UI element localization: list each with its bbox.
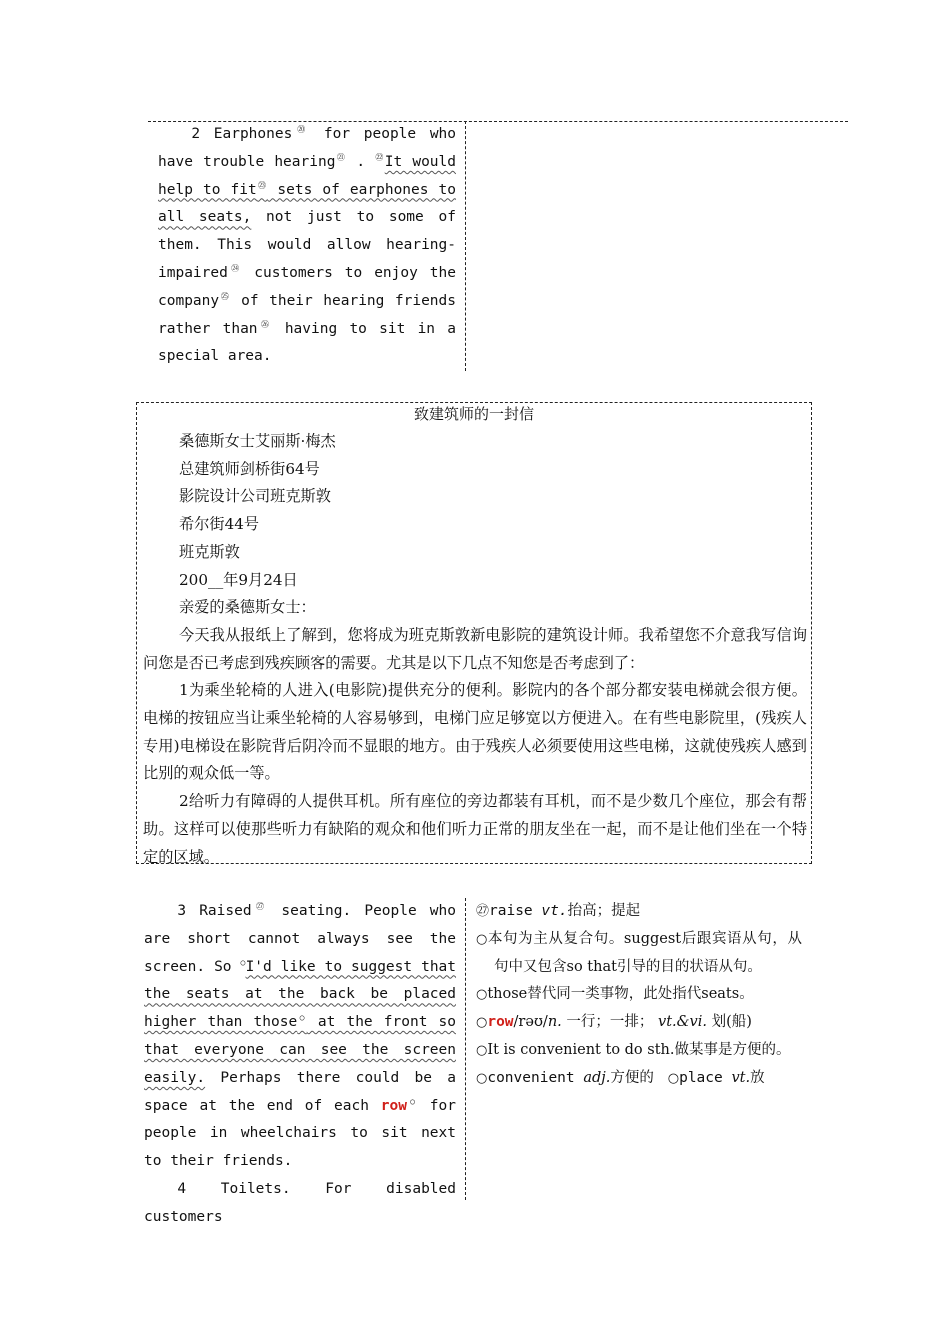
note-marker: ○ xyxy=(406,1096,418,1106)
key-sentence: It would help to fit$^㉓$ sets of earphones to all seats, xyxy=(158,153,457,226)
letter-paragraph: 1为乘坐轮椅的人进入(电影院)提供充分的便利。影院内的各个部分都安装电梯就会很方便。电梯的按钮应当让乘坐轮椅的人容易够到，电梯门应足够宽以方便进入。在有些电影院里，(残疾人专用)电梯设在影院背后阴冷而不显眼的地方。由于残疾人必须要使用这些电梯，这就使残疾人感到比别的观众低一等。 xyxy=(143,681,807,783)
note-item: ㉗raise vt.抬高；提起 xyxy=(476,903,641,919)
note-marker: ㉕ xyxy=(219,291,231,301)
note-marker: ㉑ xyxy=(335,152,347,162)
note-marker: ○ xyxy=(476,987,488,1003)
note-marker: ○ xyxy=(476,1070,488,1086)
letter-title: 致建筑师的一封信 xyxy=(413,405,534,423)
letter-paragraph: 今天我从报纸上了解到，您将成为班克斯敦新电影院的建筑设计师。我希望您不介意我写信询问您是否已考虑到残疾顾客的需要。尤其是以下几点不知您是否考虑到了： xyxy=(143,625,807,672)
note-marker: ○ xyxy=(667,1070,680,1086)
paragraph-2: 2 Earphones⑳ for people who have trouble hearing$^㉑$ . $^㉒$It would help to fit$^㉓$ sets of earphones to all seats, not just to some of them. This would allow hearing-impaired$^㉔$ customers to enjoy the company$^㉕$ of their hearing friends rather than$^㉖$ having to sit in a special area. xyxy=(158,125,457,365)
letter-line: 200__年9月24日 xyxy=(179,570,298,589)
letter-body xyxy=(143,428,807,871)
note-marker: ⑳ xyxy=(292,125,311,134)
note-marker: ㉓ xyxy=(256,180,268,190)
note-item: ○It is convenient to do sth.做某事是方便的。 xyxy=(476,1041,791,1058)
note-item: ○本句为主从复合句。suggest后跟宾语从句，从句中又包含so that引导的目的状语从句。 xyxy=(476,930,802,975)
note-marker: ㉔ xyxy=(227,263,243,273)
note-marker: ㉗ xyxy=(251,902,269,911)
note-marker: ㉒ xyxy=(375,152,385,162)
letter-paragraph: 2给听力有障碍的人提供耳机。所有座位的旁边都装有耳机，而不是少数几个座位，那会有帮助。这样可以使那些听力有缺陷的观众和他们听力正常的朋友坐在一起，而不是让他们坐在一个特定的区域。 xyxy=(143,792,807,866)
para-number: 4 xyxy=(177,1180,187,1197)
phonetic: /rəʊ/ xyxy=(513,1014,548,1031)
letter-line: 桑德斯女士艾丽斯·梅杰 xyxy=(179,432,336,450)
note-marker: ㉖ xyxy=(257,319,273,329)
notes-column xyxy=(476,898,802,1093)
para-number: 3 xyxy=(177,903,187,919)
paragraph-3: 3 Raised$^㉗$ seating. People who are short cannot always see the screen. So ○I'd like to suggest that the seats at the back be placed higher than those○ at the front so that everyone can see the screen easily. Perhaps there could be a space at the end of each row○ for people in wheelchairs to sit next to their friends. 4 Toilets. For disabled customers xyxy=(144,898,456,1232)
column-separator-top xyxy=(465,121,466,371)
column-separator-bottom xyxy=(465,898,466,1200)
paragraph-4: 4 Toilets. For disabled customers xyxy=(144,1180,456,1225)
note-item: ○those替代同一类事物，此处指代seats。 xyxy=(476,986,754,1003)
letter-line: 班克斯敦 xyxy=(179,542,240,561)
note-marker: ㉗ xyxy=(476,904,490,919)
note-marker: ○ xyxy=(476,931,488,947)
note-marker: ○ xyxy=(476,1042,488,1058)
key-sentence: I'd like to suggest that the seats at the back be placed higher than those○ at the front so that everyone can see the screen easily. xyxy=(144,958,457,1086)
note-marker: ○ xyxy=(297,1013,307,1023)
letter-line: 总建筑师剑桥街64号 xyxy=(179,459,320,478)
note-item: ○convenient adj.方便的 ○place vt.放 xyxy=(476,1069,765,1086)
vocab-word: row xyxy=(487,1014,514,1031)
letter-line: 亲爱的桑德斯女士： xyxy=(179,598,316,617)
note-item: ○row/rəʊ/n. 一行；一排； vt.&vi. 划(船) xyxy=(476,1014,752,1031)
note-marker: ○ xyxy=(476,1015,488,1031)
vocab-word: row xyxy=(380,1097,407,1114)
letter-line: 希尔街44号 xyxy=(179,515,260,534)
note-marker: ○ xyxy=(240,957,246,967)
letter-line: 影院设计公司班克斯敦 xyxy=(179,487,331,506)
translation-box xyxy=(136,402,812,864)
para-number: 2 xyxy=(191,126,201,142)
